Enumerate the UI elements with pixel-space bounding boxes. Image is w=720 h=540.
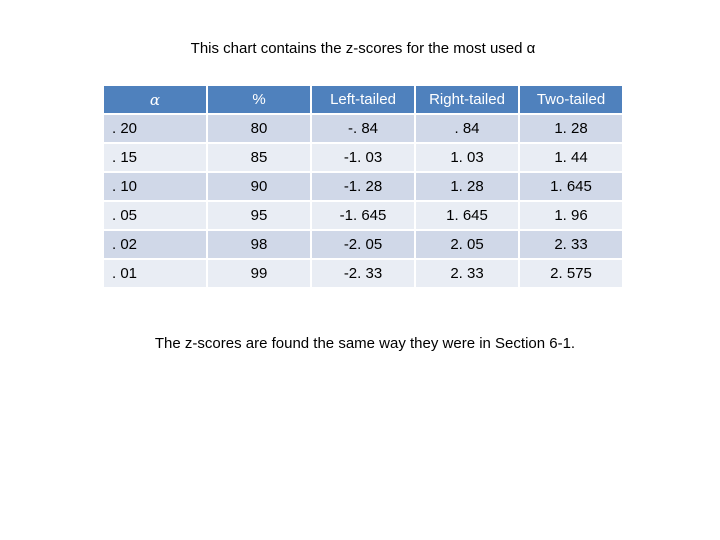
cell-right-tailed: 2. 33	[415, 259, 519, 288]
cell-two-tailed: 1. 96	[519, 201, 623, 230]
table-row	[103, 172, 623, 201]
cell-alpha: . 15	[103, 143, 207, 172]
header-percent: %	[207, 85, 311, 114]
z-score-table	[102, 84, 624, 289]
cell-alpha: . 05	[103, 201, 207, 230]
cell-alpha: . 02	[103, 230, 207, 259]
cell-percent: 98	[207, 230, 311, 259]
cell-alpha: . 20	[103, 114, 207, 143]
table-header-row	[103, 85, 623, 114]
footer-note: The z-scores are found the same way they were in Section 6-1.	[154, 335, 576, 352]
cell-right-tailed: 1. 645	[415, 201, 519, 230]
cell-left-tailed: -2. 33	[311, 259, 415, 288]
slide-title: This chart contains the z-scores for the most used α	[190, 40, 536, 57]
cell-right-tailed: 1. 03	[415, 143, 519, 172]
cell-right-tailed: . 84	[415, 114, 519, 143]
header-two-tailed: Two-tailed	[519, 85, 623, 114]
cell-alpha: . 01	[103, 259, 207, 288]
header-right-tailed: Right-tailed	[415, 85, 519, 114]
header-left-tailed: Left-tailed	[311, 85, 415, 114]
cell-two-tailed: 2. 575	[519, 259, 623, 288]
cell-left-tailed: -1. 03	[311, 143, 415, 172]
cell-two-tailed: 2. 33	[519, 230, 623, 259]
cell-percent: 80	[207, 114, 311, 143]
table-row	[103, 259, 623, 288]
header-alpha: α	[103, 85, 207, 114]
cell-two-tailed: 1. 44	[519, 143, 623, 172]
cell-left-tailed: -1. 645	[311, 201, 415, 230]
cell-percent: 95	[207, 201, 311, 230]
cell-left-tailed: -2. 05	[311, 230, 415, 259]
cell-two-tailed: 1. 28	[519, 114, 623, 143]
cell-percent: 99	[207, 259, 311, 288]
table-row	[103, 114, 623, 143]
table-row	[103, 201, 623, 230]
cell-alpha: . 10	[103, 172, 207, 201]
cell-two-tailed: 1. 645	[519, 172, 623, 201]
cell-right-tailed: 1. 28	[415, 172, 519, 201]
cell-left-tailed: -. 84	[311, 114, 415, 143]
cell-right-tailed: 2. 05	[415, 230, 519, 259]
cell-left-tailed: -1. 28	[311, 172, 415, 201]
cell-percent: 90	[207, 172, 311, 201]
cell-percent: 85	[207, 143, 311, 172]
table-row	[103, 143, 623, 172]
table-row	[103, 230, 623, 259]
